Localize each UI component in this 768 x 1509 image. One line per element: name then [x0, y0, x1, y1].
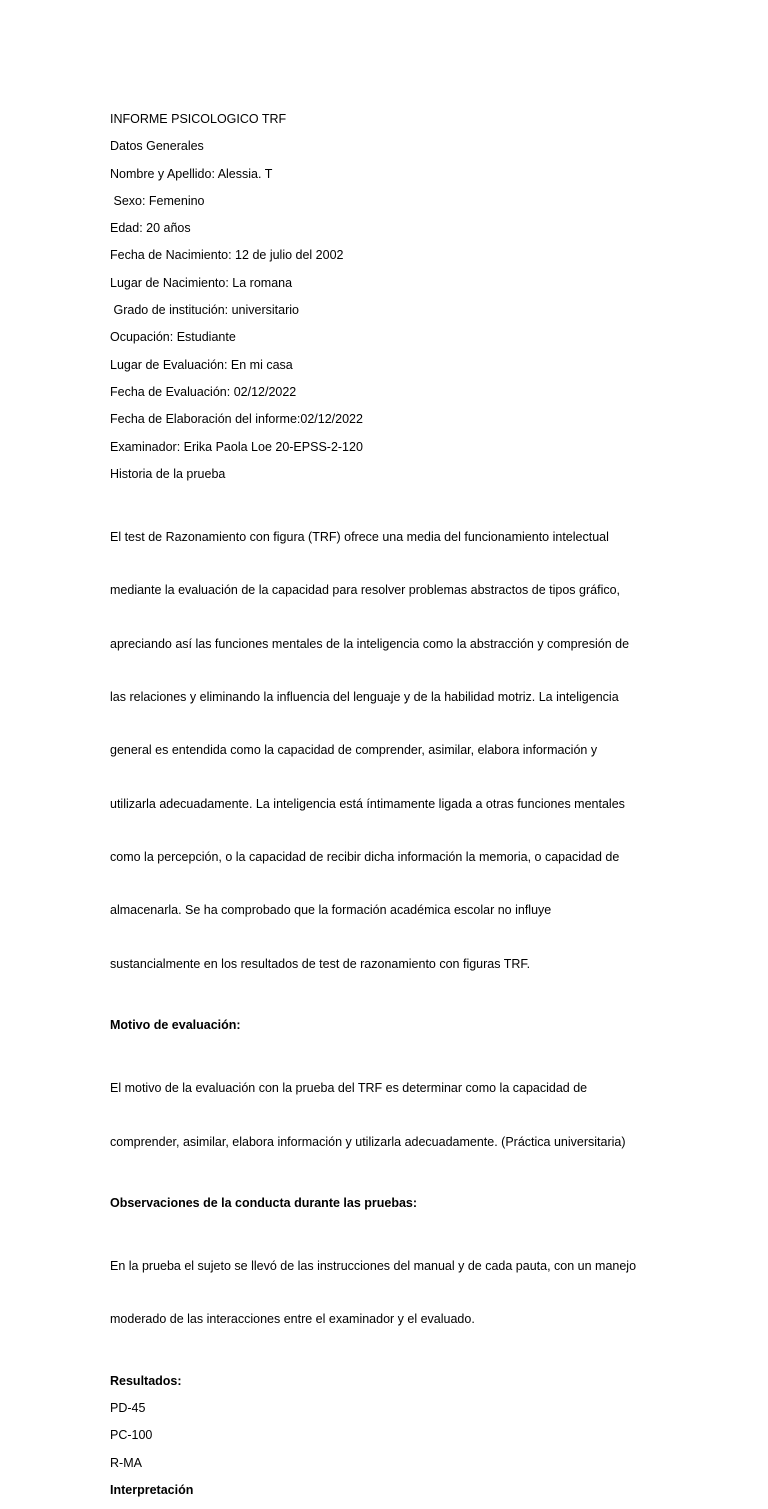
- field-birth-place: Lugar de Nacimiento: La romana: [110, 275, 293, 290]
- observations-paragraph: [110, 1222, 658, 1364]
- field-evaluation-place: Lugar de Evaluación: En mi casa: [110, 357, 293, 372]
- history-line: apreciando así las funciones mentales de la inteligencia como la abstracción y compresión de: [110, 636, 630, 651]
- results-heading: Resultados:: [110, 1373, 182, 1388]
- history-heading: Historia de la prueba: [110, 466, 226, 481]
- field-age: Edad: 20 años: [110, 221, 191, 236]
- history-line: general es entendida como la capacidad de comprender, asimilar, elabora información y: [110, 743, 598, 758]
- field-education-level: Grado de institución: universitario: [110, 303, 299, 318]
- field-name: Nombre y Apellido: Alessia. T: [110, 166, 273, 181]
- history-line: como la percepción, o la capacidad de recibir dicha información la memoria, o capacidad de: [110, 850, 620, 865]
- field-examiner: Examinador: Erika Paola Loe 20-EPSS-2-120: [110, 439, 363, 454]
- field-birth-date: Fecha de Nacimiento: 12 de julio del 2002: [110, 248, 344, 263]
- motive-paragraph: [110, 1045, 658, 1187]
- history-line: las relaciones y eliminando la influencia del lenguaje y de la habilidad motriz. La inteligencia: [110, 689, 619, 704]
- document-page: [110, 111, 658, 1509]
- observations-line: moderado de las interacciones entre el examinador y el evaluado.: [110, 1312, 475, 1327]
- observations-heading: Observaciones de la conducta durante las pruebas:: [110, 1195, 418, 1210]
- field-occupation: Ocupación: Estudiante: [110, 330, 236, 345]
- result-range: R-MA: [110, 1455, 142, 1470]
- history-line: almacenarla. Se ha comprobado que la formación académica escolar no influye: [110, 903, 552, 918]
- document-title: INFORME PSICOLOGICO TRF: [110, 112, 287, 126]
- motive-line: El motivo de la evaluación con la prueba del TRF es determinar como la capacidad de: [110, 1081, 588, 1096]
- general-data-heading: Datos Generales: [110, 139, 204, 154]
- field-evaluation-date: Fecha de Evaluación: 02/12/2022: [110, 384, 297, 399]
- interpretation-heading: Interpretación: [110, 1482, 194, 1497]
- field-sex: Sexo: Femenino: [110, 193, 205, 208]
- result-pc: PC-100: [110, 1428, 153, 1443]
- field-report-date: Fecha de Elaboración del informe:02/12/2022: [110, 412, 363, 427]
- history-line: sustancialmente en los resultados de test de razonamiento con figuras TRF.: [110, 956, 531, 971]
- history-line: mediante la evaluación de la capacidad para resolver problemas abstractos de tipos gráfico,: [110, 583, 621, 598]
- history-line: El test de Razonamiento con figura (TRF) ofrece una media del funcionamiento intelectual: [110, 529, 609, 544]
- result-pd: PD-45: [110, 1400, 146, 1415]
- history-line: utilizarla adecuadamente. La inteligencia está íntimamente ligada a otras funciones mentales: [110, 796, 625, 811]
- history-paragraph: [110, 493, 658, 1009]
- motive-line: comprender, asimilar, elabora información y utilizarla adecuadamente. (Práctica universitaria): [110, 1134, 626, 1149]
- motive-heading: Motivo de evaluación:: [110, 1018, 241, 1033]
- observations-line: En la prueba el sujeto se llevó de las instrucciones del manual y de cada pauta, con un manejo: [110, 1258, 637, 1273]
